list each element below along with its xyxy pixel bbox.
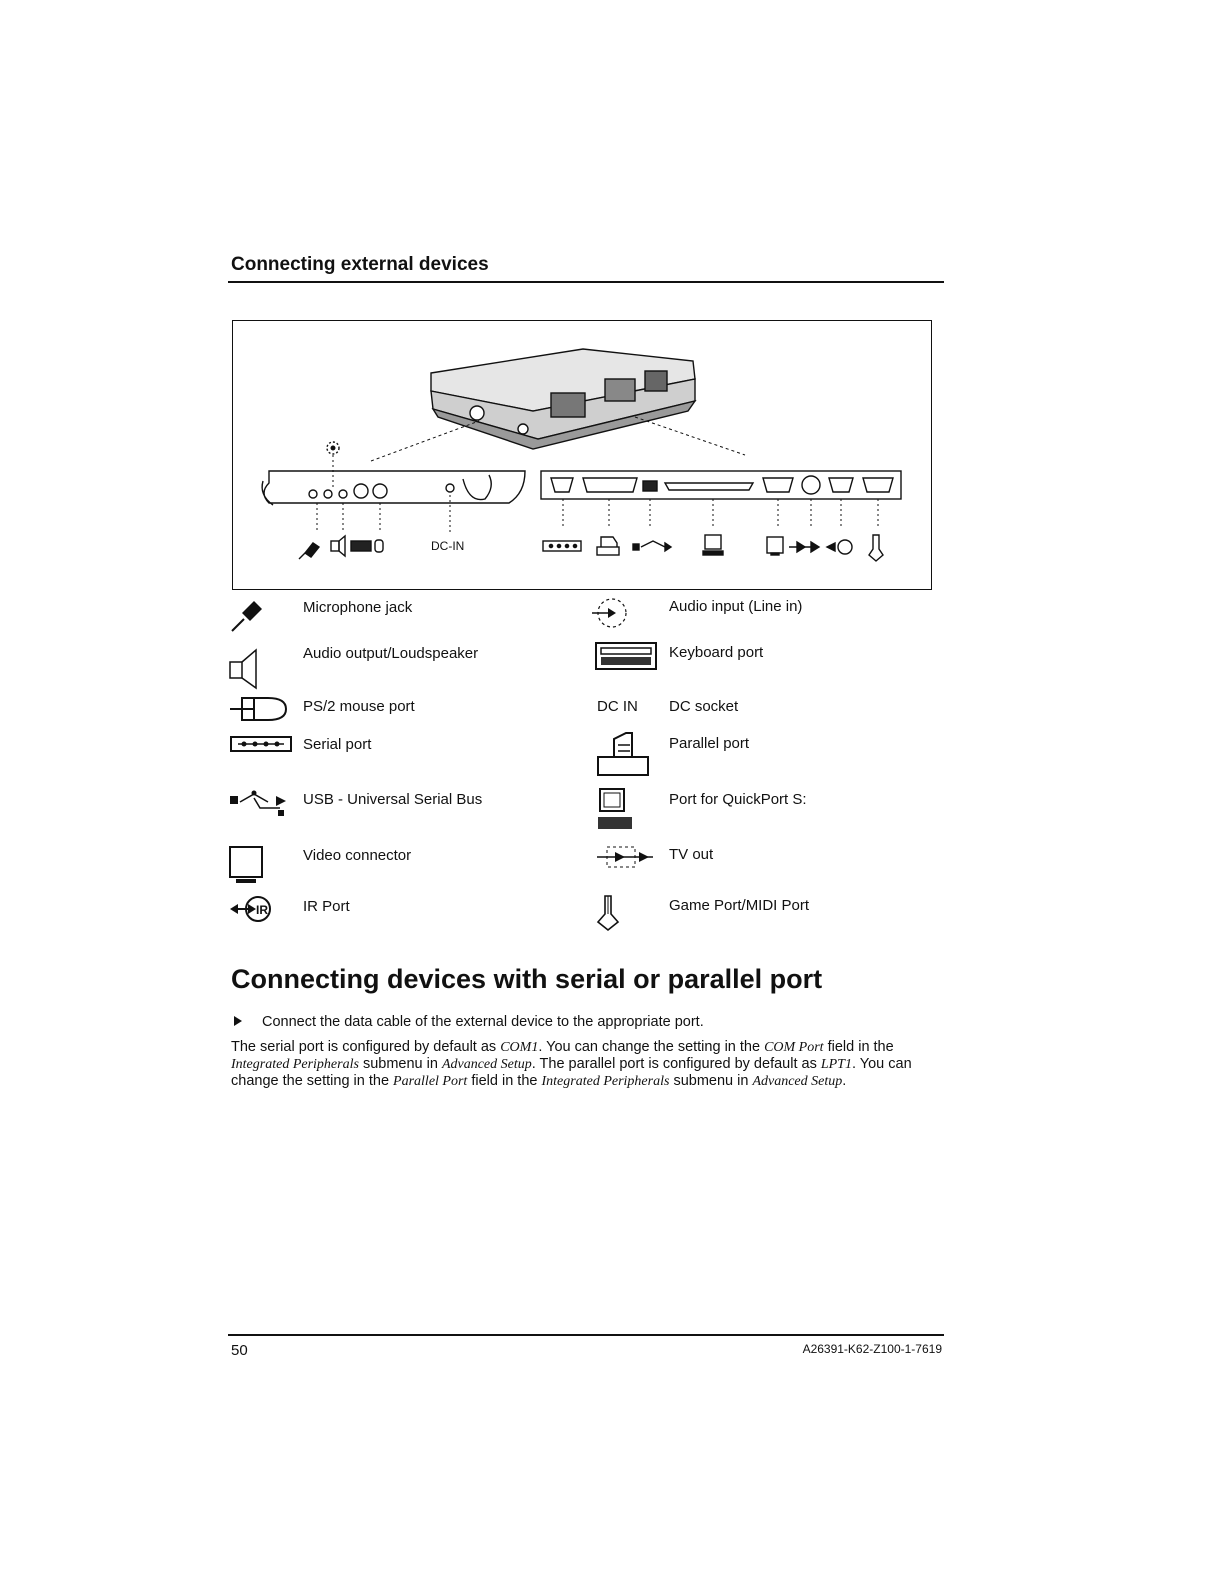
configuration-paragraph: The serial port is configured by default as COM1. You can change the setting in the COM Port field in the Integrated Peripherals submenu in Advanced Setup. The parallel port is configured by default as LPT1. You can change the setting in the Parallel Port field in the Integrated Peripherals submenu in Advanced Setup. (231, 1039, 912, 1089)
legend-quickport-label: Port for QuickPort S: (669, 791, 807, 808)
ports-figure (232, 320, 932, 590)
instruction-bullet (231, 1014, 704, 1030)
usb-icon (228, 788, 290, 818)
legend-game-port-label: Game Port/MIDI Port (669, 897, 810, 914)
monitor-icon (228, 845, 268, 887)
footer-rule (228, 1334, 944, 1336)
header-rule (228, 281, 944, 283)
serial-port-icon (230, 736, 292, 752)
bullet-arrow-icon (234, 1016, 242, 1026)
legend-mouse-label: PS/2 mouse port (303, 698, 415, 715)
notebook-ports-drawing (233, 321, 933, 591)
figure-dc-in-label: DC-IN (431, 539, 465, 553)
legend-usb-label: USB - Universal Serial Bus (303, 791, 483, 808)
legend-keyboard-label: Keyboard port (669, 644, 764, 661)
ir-icon (228, 894, 274, 924)
section-header-title: Connecting external devices (231, 254, 489, 275)
computer-icon (596, 787, 636, 835)
joystick-icon (596, 894, 622, 932)
document-code: A26391-K62-Z100-1-7619 (802, 1342, 942, 1356)
svg-text:IR: IR (256, 903, 268, 917)
printer-icon (596, 731, 652, 779)
microphone-icon (228, 595, 268, 635)
legend-video-label: Video connector (303, 847, 412, 864)
tv-out-icon (595, 843, 657, 871)
legend-speaker-label: Audio output/Loudspeaker (303, 645, 479, 662)
mouse-icon (228, 696, 290, 722)
instruction-text: Connect the data cable of the external device to the appropriate port. (262, 1014, 704, 1030)
legend-serial-label: Serial port (303, 736, 372, 753)
legend-line-in-label: Audio input (Line in) (669, 598, 803, 615)
legend-parallel-label: Parallel port (669, 735, 750, 752)
legend-tv-out-label: TV out (669, 846, 714, 863)
legend-microphone-label: Microphone jack (303, 599, 413, 616)
section-heading: Connecting devices with serial or parallel port (231, 964, 823, 994)
legend-ir-label: IR Port (303, 898, 350, 915)
legend-dc-label: DC socket (669, 698, 739, 715)
keyboard-icon (595, 642, 657, 670)
line-in-icon (590, 594, 630, 632)
dc-in-prefix: DC IN (597, 698, 638, 715)
speaker-icon (228, 648, 262, 690)
page-number: 50 (231, 1342, 248, 1359)
